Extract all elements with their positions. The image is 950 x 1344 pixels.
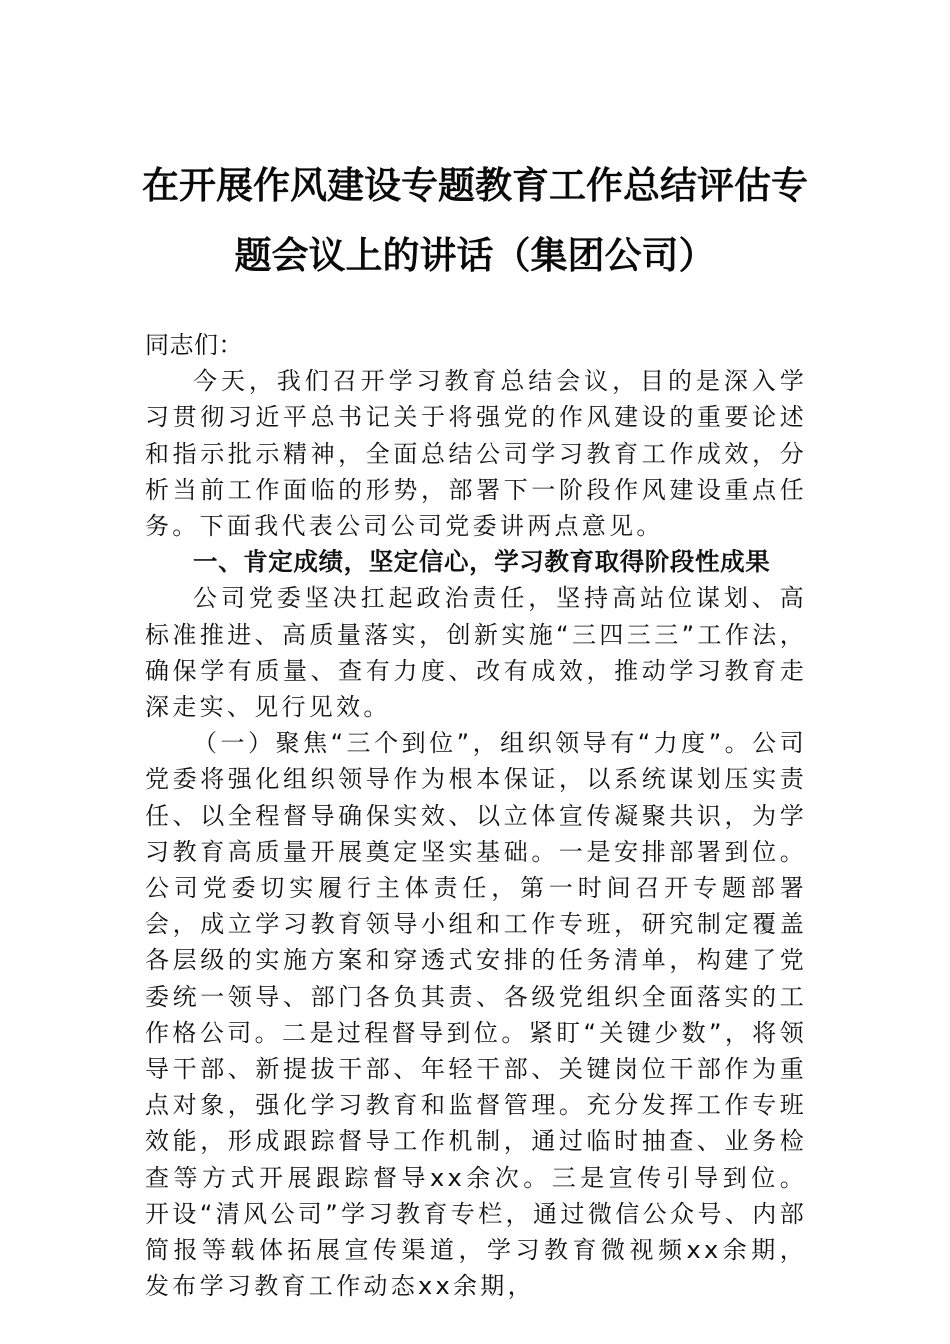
- document-title-line-1: 在开展作风建设专题教育工作总结评估专: [142, 163, 808, 207]
- paragraph-section-1-summary: 公司党委坚决扛起政治责任，坚持高站位谋划、高标准推进、高质量落实，创新实施“三四三三”工作法，确保学有质量、查有力度、改有成效，推动学习教育走深走实、见行见效。: [145, 584, 807, 722]
- paragraph-subsection-1: （一）聚焦“三个到位”，组织领导有“力度”。公司党委将强化组织领导作为根本保证，以系统谋划压实责任、以全程督导确保实效、以立体宣传凝聚共识，为学习教育高质量开展奠定坚实基础。一是安排部署到位。公司党委切实履行主体责任，第一时间召开专题部署会，成立学习教育领导小组和工作专班，研究制定覆盖各层级的实施方案和穿透式安排的任务清单，构建了党委统一领导、部门各负其责、各级党组织全面落实的工作格公司。二是过程督导到位。紧盯“关键少数”，将领导干部、新提拔干部、年轻干部、关键岗位干部作为重点对象，强化学习教育和监督管理。充分发挥工作专班效能，形成跟踪督导工作机制，通过临时抽查、业务检查等方式开展跟踪督导xx余次。三是宣传引导到位。开设“清风公司”学习教育专栏，通过微信公众号、内部简报等载体拓展宣传渠道，学习教育微视频xx余期，发布学习教育工作动态xx余期，: [145, 729, 807, 1301]
- document-body: [145, 327, 807, 1304]
- paragraph-intro: 今天，我们召开学习教育总结会议，目的是深入学习贯彻习近平总书记关于将强党的作风建设的重要论述和指示批示精神，全面总结公司学习教育工作成效，分析当前工作面临的形势，部署下一阶段作风建设重点任务。下面我代表公司公司党委讲两点意见。: [145, 367, 807, 541]
- section-heading-1: 一、肯定成绩，坚定信心，学习教育取得阶段性成果: [193, 547, 771, 577]
- salutation: 同志们：: [145, 331, 243, 359]
- document-title-line-2: 题会议上的讲话（集团公司）: [234, 233, 716, 277]
